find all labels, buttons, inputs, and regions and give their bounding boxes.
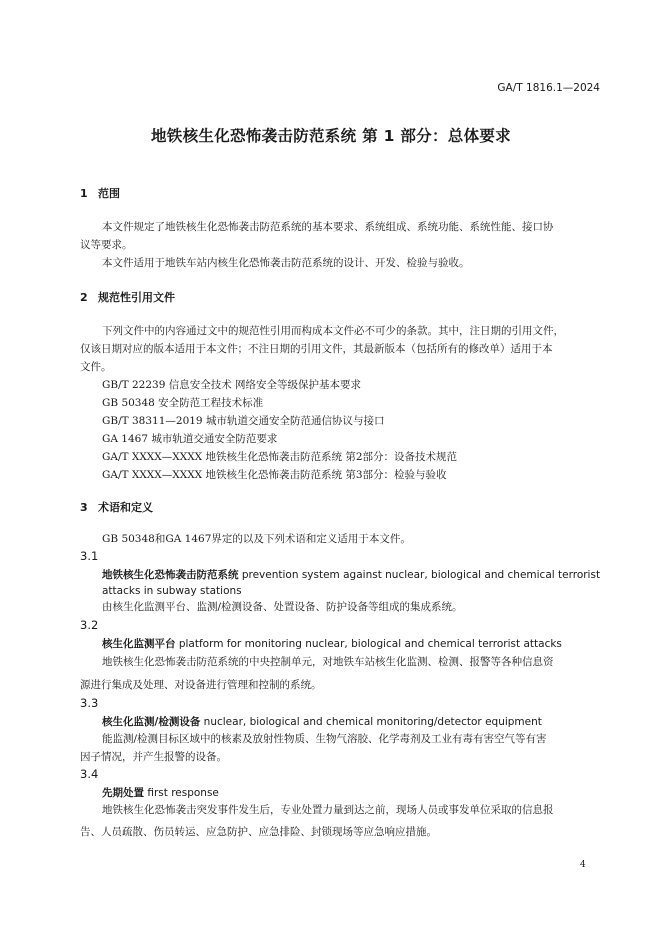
term-number-3-1: 3.1	[80, 549, 99, 563]
references-intro-line-1: 下列文件中的内容通过文中的规范性引用而构成本文件必不可少的条款。其中，注日期的引用文件，	[102, 325, 564, 337]
reference-item: GA/T XXXX—XXXX 地铁核生化恐怖袭击防范系统 第2部分：设备技术规范	[102, 451, 458, 463]
term-3-2-chinese: 核生化监测平台	[102, 638, 176, 650]
term-3-2-definition-line-1: 地铁核生化恐怖袭击防范系统的中央控制单元，对地铁车站核生化监测、检测、报警等各种信息资	[102, 656, 554, 668]
reference-item: GA/T XXXX—XXXX 地铁核生化恐怖袭击防范系统 第3部分：检验与验收	[102, 469, 447, 481]
section-2-title: 规范性引用文件	[98, 291, 175, 304]
section-1-heading	[80, 185, 120, 201]
term-3-3-heading	[102, 714, 542, 729]
term-3-1-heading	[102, 567, 600, 582]
scope-paragraph-1-line-2: 议等要求。	[80, 239, 133, 251]
term-3-4-definition-line-2: 告、人员疏散、伤员转运、应急防护、应急排险、封锁现场等应急响应措施。	[80, 826, 437, 838]
term-3-4-chinese: 先期处置	[102, 787, 144, 799]
term-3-4-definition-line-1: 地铁核生化恐怖袭击突发事件发生后，专业处置力量到达之前，现场人员或事发单位采取的信息报	[102, 804, 554, 816]
section-3-title: 术语和定义	[98, 501, 153, 514]
terms-intro: GB 50348和GA 1467界定的以及下列术语和定义适用于本文件。	[102, 533, 411, 545]
term-3-3-definition-line-2: 因子情况，并产生报警的设备。	[80, 751, 227, 763]
term-3-4-heading	[102, 785, 219, 800]
scope-paragraph-2: 本文件适用于地铁车站内核生化恐怖袭击防范系统的设计、开发、检验与验收。	[102, 257, 470, 269]
page-number: 4	[580, 860, 586, 870]
section-1-number: 1	[80, 187, 88, 200]
term-number-3-4: 3.4	[80, 767, 99, 781]
reference-item: GB 50348 安全防范工程技术标准	[102, 397, 264, 409]
term-3-1-chinese: 地铁核生化恐怖袭击防范系统	[102, 569, 239, 581]
term-3-1-english: prevention system against nuclear, biological and chemical terrorist	[238, 569, 601, 581]
reference-item: GB/T 38311—2019 城市轨道交通安全防范通信协议与接口	[102, 415, 385, 427]
term-3-3-definition-line-1: 能监测/检测目标区域中的核素及放射性物质、生物气溶胶、化学毒剂及工业有毒有害空气等有害	[102, 733, 547, 745]
term-3-3-english: nuclear, biological and chemical monitoring/detector equipment	[200, 716, 542, 728]
references-intro-line-3: 文件。	[80, 361, 112, 373]
term-3-2-english: platform for monitoring nuclear, biological and chemical terrorist attacks	[175, 638, 562, 650]
reference-item: GA 1467 城市轨道交通安全防范要求	[102, 433, 278, 445]
references-intro-line-2: 仅该日期对应的版本适用于本文件；不注日期的引用文件，其最新版本（包括所有的修改单）适用于本	[80, 343, 553, 355]
scope-paragraph-1-line-1: 本文件规定了地铁核生化恐怖袭击防范系统的基本要求、系统组成、系统功能、系统性能、接口协	[102, 221, 554, 233]
reference-item: GB/T 22239 信息安全技术 网络安全等级保护基本要求	[102, 379, 362, 391]
standard-code: GA/T 1816.1—2024	[497, 82, 600, 94]
term-number-3-2: 3.2	[80, 618, 99, 632]
term-number-3-3: 3.3	[80, 696, 99, 710]
term-3-1-definition: 由核生化监测平台、监测/检测设备、处置设备、防护设备等组成的集成系统。	[102, 601, 463, 613]
document-title: 地铁核生化恐怖袭击防范系统 第 1 部分：总体要求	[151, 127, 511, 145]
section-1-title: 范围	[98, 187, 120, 200]
section-3-heading	[80, 499, 153, 515]
term-3-1-english-line-2: attacks in subway stations	[102, 585, 242, 597]
section-2-number: 2	[80, 291, 88, 304]
section-3-number: 3	[80, 501, 88, 514]
term-3-3-chinese: 核生化监测/检测设备	[102, 716, 201, 728]
section-2-heading	[80, 289, 175, 305]
term-3-4-english: first response	[144, 787, 219, 799]
term-3-2-heading	[102, 636, 562, 651]
term-3-2-definition-line-2: 源进行集成及处理、对设备进行管理和控制的系统。	[80, 679, 322, 691]
